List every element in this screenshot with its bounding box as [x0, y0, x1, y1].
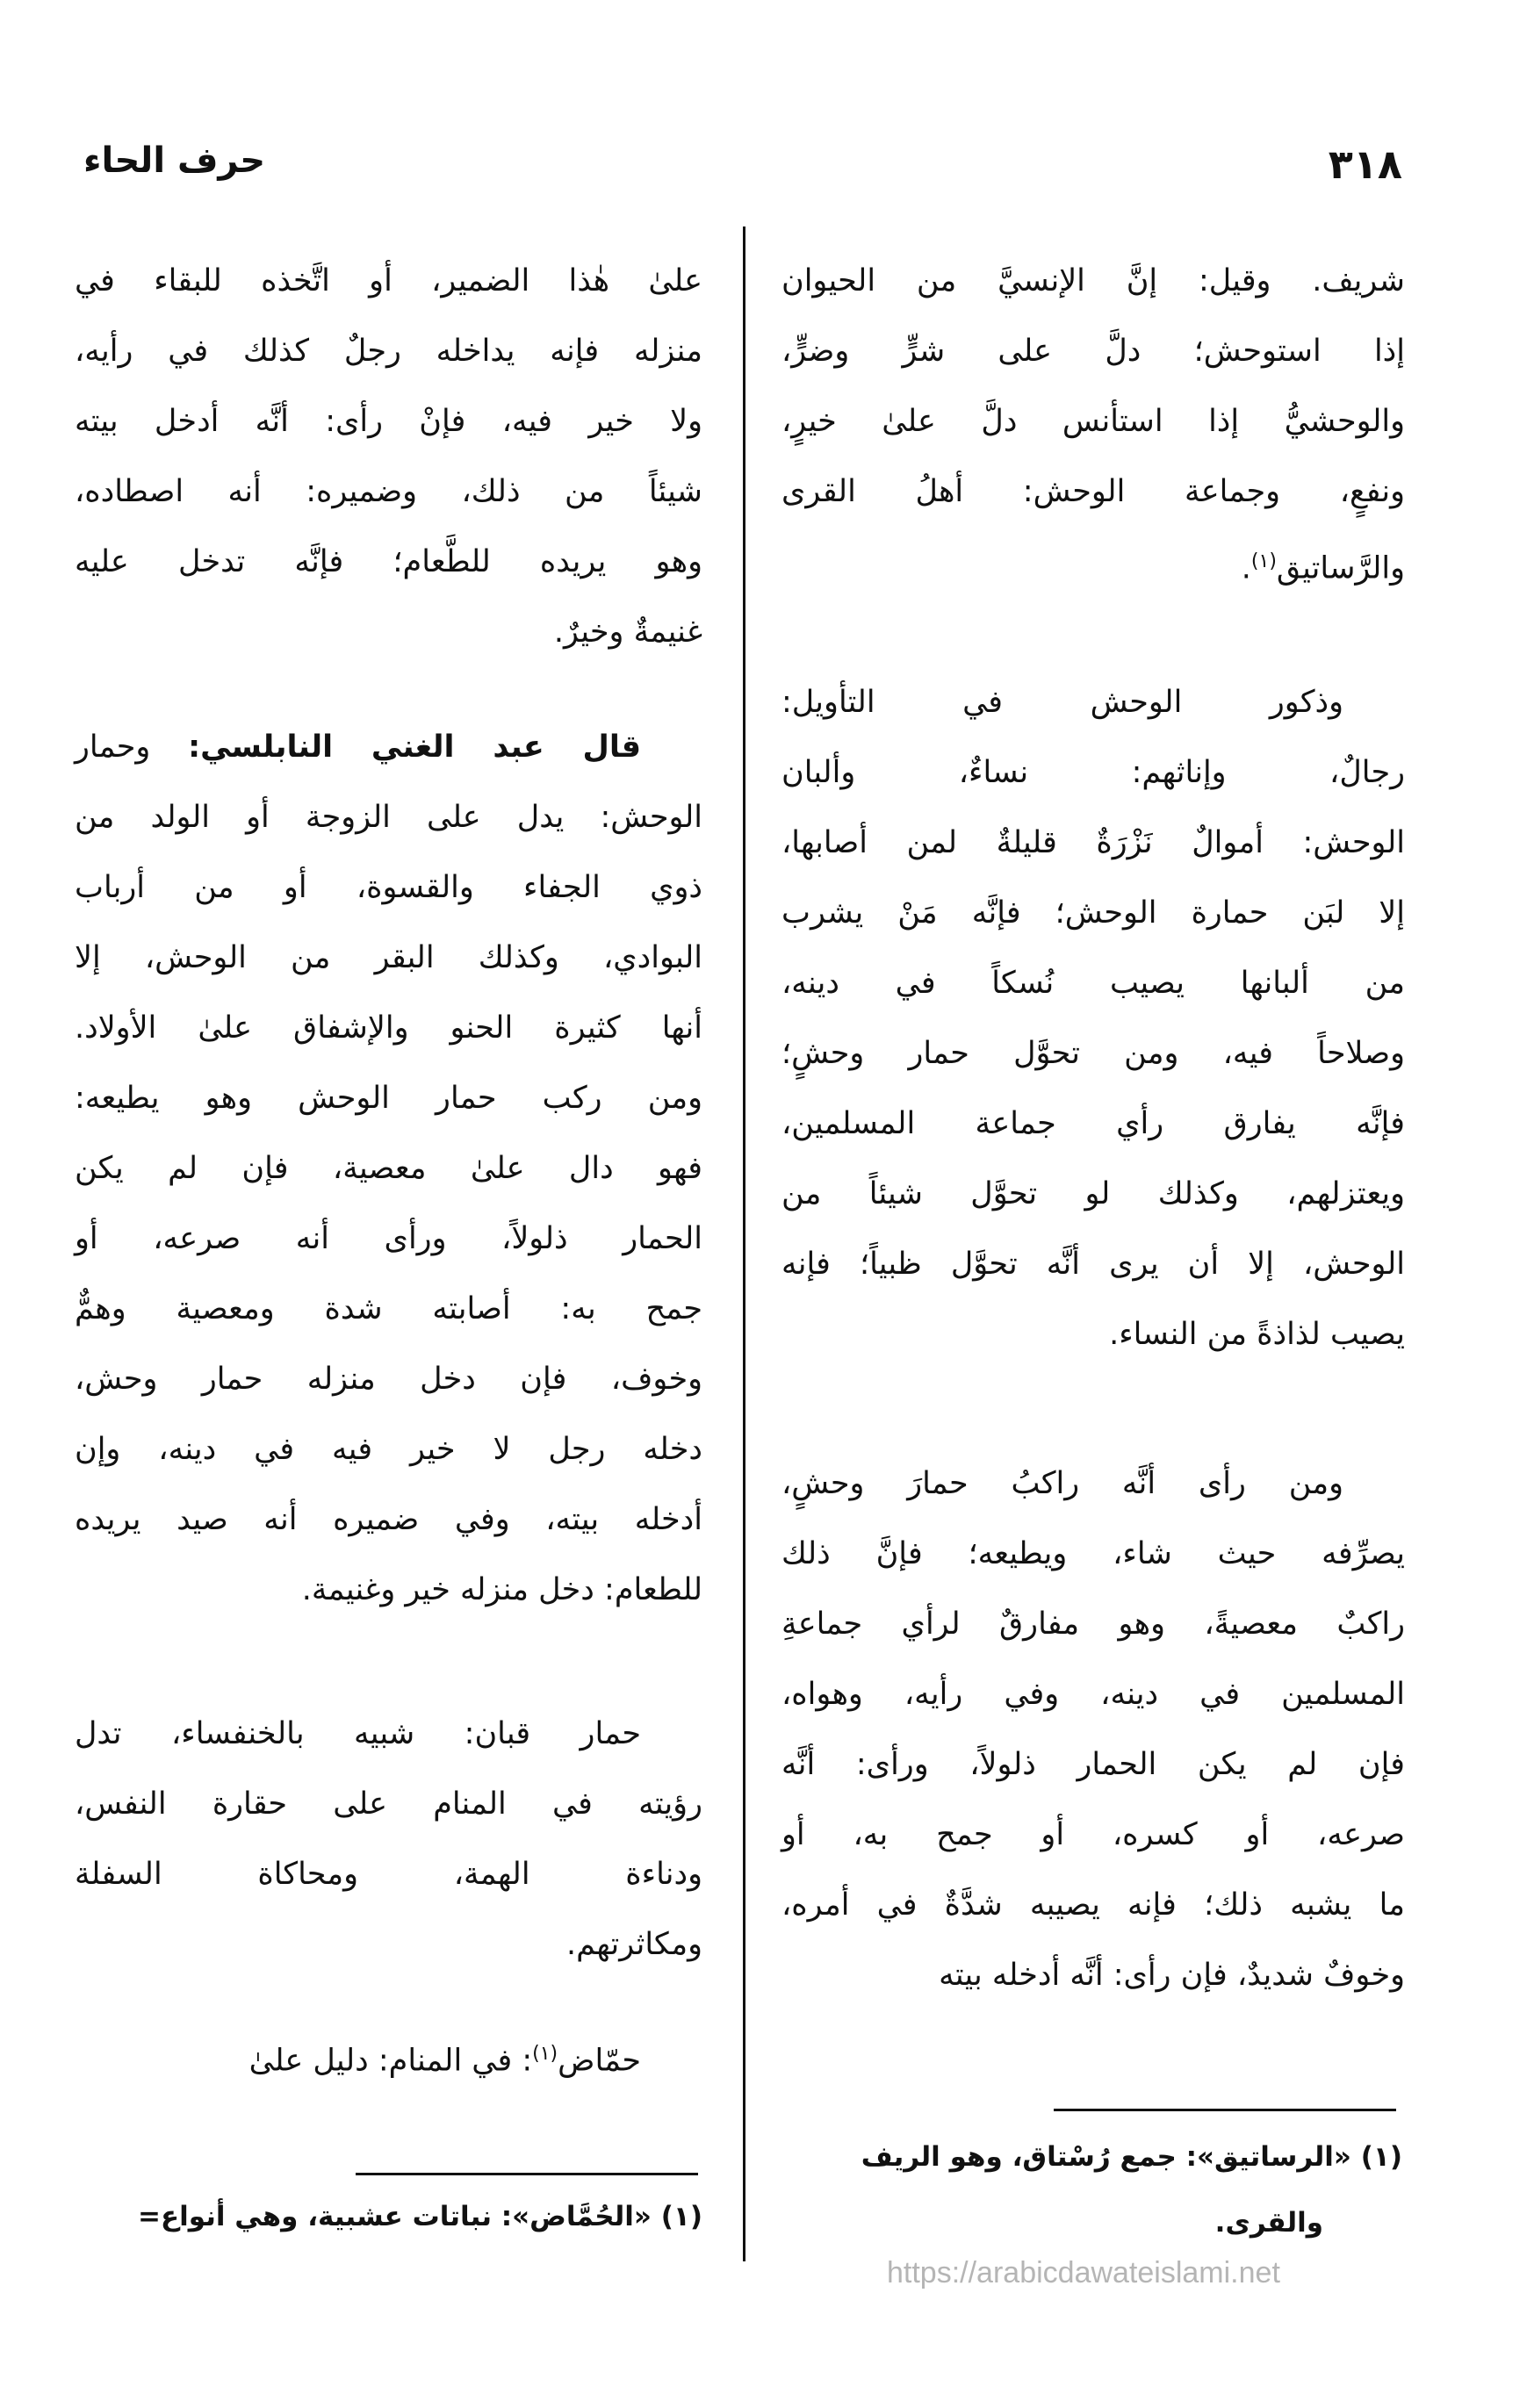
line-text: إلا لبَن حمارة الوحش؛ فإنَّه مَنْ يشرب	[781, 895, 1405, 931]
text-line	[75, 852, 702, 923]
line-text: حمّاض	[558, 2043, 641, 2079]
line-text: راكبٌ معصيةً، وهو مفارقٌ لرأي جماعةِ	[781, 1607, 1405, 1642]
text-line	[75, 1839, 702, 1909]
line-text: شريف. وقيل: إنَّ الإنسيَّ من الحيوان	[781, 263, 1405, 298]
line-text: صرعه، أو كسره، أو جمح به، أو	[781, 1817, 1405, 1852]
line-text: وخوفٌ شديدٌ، فإن رأى: أنَّه أدخله بيته	[939, 1958, 1405, 1993]
text-line	[781, 1870, 1405, 1940]
text-line	[75, 712, 702, 782]
footnote-rule-left	[356, 2173, 698, 2175]
text-line	[75, 1344, 702, 1414]
text-line	[781, 1448, 1405, 1519]
text-line	[781, 1940, 1405, 2010]
line-text: حمار قبان: شبيه بالخنفساء، تدل	[75, 1716, 641, 1751]
line-text: وذكور الوحش في التأويل:	[781, 685, 1343, 720]
line-text: رجالٌ، وإناثهم: نساءٌ، وألبان	[781, 755, 1405, 790]
footnote-mark[interactable]: (١)	[532, 2043, 558, 2065]
line-text: علىٰ هٰذا الضمير، أو اتَّخذه للبقاء في	[75, 263, 702, 298]
text-line	[781, 1519, 1405, 1589]
line-text: ويعتزلهم، وكذلك لو تحوَّل شيئاً من	[781, 1176, 1405, 1211]
text-line	[75, 2019, 702, 2089]
text-line	[781, 527, 1405, 597]
line-text: والوحشيُّ إذا استأنس دلَّ علىٰ خيرٍ،	[781, 404, 1405, 439]
line-text: فإنَّه يفارق رأي جماعة المسلمين،	[781, 1106, 1405, 1141]
text-line	[781, 1229, 1405, 1299]
line-text: للطعام: دخل منزله خير وغنيمة.	[301, 1572, 702, 1607]
text-line	[75, 1769, 702, 1839]
line-text: الوحش، إلا أن يرى أنَّه تحوَّل ظبياً؛ فإنه	[781, 1247, 1405, 1282]
text-line	[781, 1589, 1405, 1659]
line-tail: .	[1241, 550, 1251, 586]
line-text: ومكاثرتهم.	[566, 1927, 702, 1962]
line-text: يصيب لذاذةً من النساء.	[1109, 1317, 1405, 1352]
footnote-line: والقرى.	[1214, 2207, 1323, 2239]
line-text: يصرِّفه حيث شاء، ويطيعه؛ فإنَّ ذلك	[781, 1536, 1405, 1571]
footnote-line: (١) «الحُمَّاض»: نباتات عشبية، وهي أنواع=	[138, 2201, 702, 2232]
text-line	[781, 737, 1405, 808]
line-text: والرَّساتيق	[1276, 550, 1405, 586]
line-text: فهو دال علىٰ معصية، فإن لم يكن	[75, 1151, 702, 1186]
text-line	[781, 1729, 1405, 1800]
watermark: https://arabicdawateislami.net	[887, 2256, 1280, 2289]
line-text: ما يشبه ذلك؛ فإنه يصيبه شدَّةٌ في أمره،	[781, 1887, 1405, 1923]
line-text: وخوف، فإن دخل منزله حمار وحش،	[75, 1362, 702, 1397]
text-line	[781, 1299, 1405, 1369]
line-text: وحمار	[75, 730, 189, 765]
text-line	[75, 1699, 702, 1769]
text-line	[75, 1484, 702, 1555]
column-divider	[743, 226, 745, 2261]
page-number: ٣١٨	[1328, 140, 1402, 188]
footnote-right	[770, 2124, 1402, 2256]
text-line	[781, 386, 1405, 456]
line-text: الحمار ذلولاً، ورأى أنه صرعه، أو	[75, 1221, 702, 1256]
text-line	[75, 1063, 702, 1133]
line-text: أدخله بيته، وفي ضميره أنه صيد يريده	[75, 1502, 702, 1537]
running-title: حرف الحاء	[83, 140, 266, 181]
footnote-rule-right	[1054, 2109, 1396, 2111]
line-text: إذا استوحش؛ دلَّ على شرٍّ وضرٍّ،	[781, 334, 1405, 369]
line-text: من ألبانها يصيب نُسكاً في دينه،	[781, 966, 1405, 1001]
line-text: ودناءة الهمة، ومحاكاة السفلة	[75, 1857, 702, 1892]
paragraph	[781, 667, 1405, 1369]
line-text: وصلاحاً فيه، ومن تحوَّل حمار وحشٍ؛	[781, 1036, 1405, 1071]
footnote-line: (١) «الرساتيق»: جمع رُسْتاق، وهو الريف	[861, 2141, 1402, 2173]
line-text: ونفعٍ، وجماعة الوحش: أهلُ القرى	[781, 474, 1405, 509]
text-line	[75, 316, 702, 386]
text-line	[75, 1204, 702, 1274]
line-text: جمح به: أصابته شدة ومعصية وهمٌّ	[75, 1291, 702, 1326]
line-text: ومن رأى أنَّه راكبُ حمارَ وحشٍ،	[781, 1466, 1343, 1501]
paragraph	[75, 712, 702, 1625]
line-text: البوادي، وكذلك البقر من الوحش، إلا	[75, 940, 702, 975]
text-line	[75, 1133, 702, 1204]
line-text: دخله رجل لا خير فيه في دينه، وإن	[75, 1432, 702, 1467]
text-line	[781, 878, 1405, 948]
paragraph	[75, 246, 702, 667]
line-text: الوحش: أموالٌ نَزْرَةٌ قليلةٌ لمن أصابها،	[781, 825, 1405, 860]
text-line	[781, 948, 1405, 1018]
footnote-mark[interactable]: (١)	[1250, 550, 1277, 572]
text-line	[75, 923, 702, 993]
text-line	[75, 246, 702, 316]
author-lead: قال عبد الغني النابلسي:	[188, 730, 641, 765]
line-text: وهو يريده للطَّعام؛ فإنَّه تدخل عليه	[75, 544, 702, 579]
text-line	[781, 316, 1405, 386]
text-line	[781, 1159, 1405, 1229]
text-line	[781, 246, 1405, 316]
line-text: منزله فإنه يداخله رجلٌ كذلك في رأيه،	[75, 334, 702, 369]
text-line	[75, 1909, 702, 1980]
text-line	[781, 808, 1405, 878]
text-line	[75, 1555, 702, 1625]
text-line	[781, 667, 1405, 737]
text-line	[781, 1018, 1405, 1089]
paragraph	[781, 246, 1405, 597]
footnote-left	[70, 2184, 702, 2250]
line-text: شيئاً من ذلك، وضميره: أنه اصطاده،	[75, 474, 702, 509]
text-line	[75, 597, 702, 667]
line-text: ولا خير فيه، فإنْ رأى: أنَّه أدخل بيته	[75, 404, 702, 439]
text-line	[75, 1414, 702, 1484]
text-line	[781, 1800, 1405, 1870]
line-text: ذوي الجفاء والقسوة، أو من أرباب	[75, 870, 702, 905]
paragraph	[75, 2019, 702, 2089]
line-text: ومن ركب حمار الوحش وهو يطيعه:	[75, 1081, 702, 1116]
text-line	[75, 386, 702, 456]
paragraph	[781, 1448, 1405, 2010]
text-line	[75, 993, 702, 1063]
line-text: رؤيته في المنام على حقارة النفس،	[75, 1786, 702, 1822]
line-text: فإن لم يكن الحمار ذلولاً، ورأى: أنَّه	[781, 1747, 1405, 1782]
line-text: أنها كثيرة الحنو والإشفاق علىٰ الأولاد.	[75, 1010, 702, 1046]
line-text: المسلمين في دينه، وفي رأيه، وهواه،	[781, 1677, 1405, 1712]
text-line	[75, 1274, 702, 1344]
text-line	[75, 782, 702, 852]
text-line	[781, 1089, 1405, 1159]
line-tail: : في المنام: دليل علىٰ	[248, 2043, 533, 2079]
text-line	[781, 456, 1405, 527]
text-line	[75, 456, 702, 527]
line-text: الوحش: يدل على الزوجة أو الولد من	[75, 800, 702, 835]
text-line	[75, 527, 702, 597]
line-text: غنيمةٌ وخيرٌ.	[553, 615, 702, 650]
paragraph	[75, 1699, 702, 1980]
text-line	[781, 1659, 1405, 1729]
